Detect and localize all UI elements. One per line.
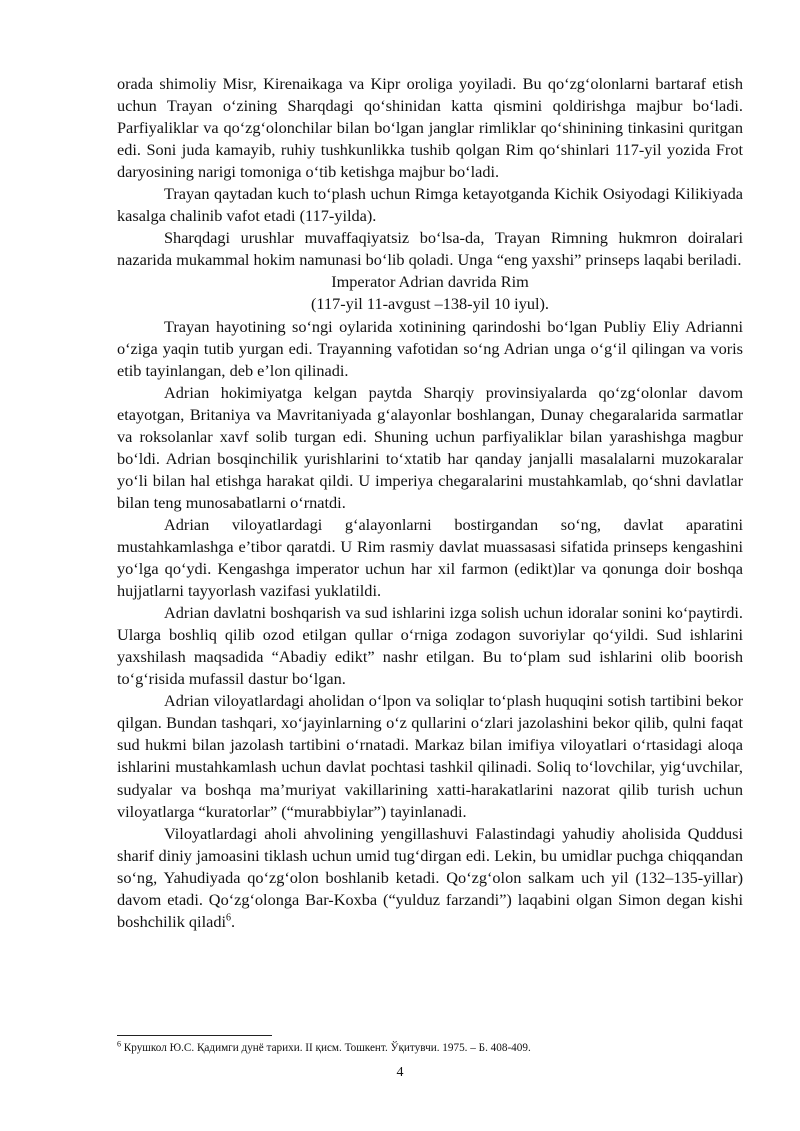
section-heading-dates: (117-yil 11-avgust –138-yil 10 iyul). [310, 294, 549, 314]
paragraph: Adrian hokimiyatga kelgan paytda Sharqiy provinsiyalarda qo‘zg‘olonlar davom etayotgan, Britaniya va Mavritaniyada g‘alayonlar boshlangan, Dunay chegaralarida sarmatlar va roksolanlar xavf solib turgan edi. Shuning uchun parfiyaliklar bilan yarashishga magbur bo‘ldi. Adrian bosqinchilik yurishlarini to‘xtatib har qanday janjalli masalalarni muzokaralar yo‘li bilan hal etishga harakat qildi. U imperiya chegaralarini mustahkamlab, qo‘shni davlatlar bilan teng munosabatlarni o‘rnatdi. [117, 382, 743, 512]
footnote-separator [117, 1035, 272, 1036]
paragraph-last: Viloyatlardagi aholi ahvolining yengillashuvi Falastindagi yahudiy aholisida Quddusi sharif diniy jamoasini tiklash uchun umid tug‘dirgan edi. Lekin, bu umidlar puchga chiqqandan so‘ng, Yahudiyada qo‘zg‘olon boshlanib ketadi. Qo‘zg‘olon salkam uch yil (132–135-yillar) davom etadi. Qo‘zg‘olonga Bar-Koxba (“yulduz farzandi”) laqabini olgan Simon degan kishi boshchilik qiladi$^6$. [117, 823, 743, 931]
body-text [117, 73, 743, 933]
paragraph: Trayan hayotining so‘ngi oylarida xotinining qarindoshi bo‘lgan Publiy Eliy Adrianni o‘ziga yaqin tutib yurgan edi. Trayanning vafotidan so‘ng Adrian unga o‘g‘il qilingan va voris etib tayinlangan, deb e’lon qilinadi. [117, 316, 743, 380]
section-heading-title: Imperator Adrian davrida Rim [331, 272, 529, 292]
footnote-reference[interactable]: 6 [225, 912, 231, 924]
paragraph: Adrian viloyatlardagi g‘alayonlarni bostirgandan so‘ng, davlat aparatini mustahkamlashga e’tibor qaratdi. U Rim rasmiy davlat muassasasi sifatida prinseps kengashini yo‘lga qo‘ydi. Kengashga imperator uchun har xil farmon (edikt)lar va qonunga doir boshqa hujjatlarni tayyorlash vazifasi yuklatildi. [117, 514, 743, 601]
paragraph-continuation: orada shimoliy Misr, Kirenaikaga va Kipr oroliga yoyiladi. Bu qo‘zg‘olonlarni bartaraf etish uchun Trayan o‘zining Sharqdagi qo‘shinidan katta qismini qoldirishga majbur bo‘ladi. Parfiyaliklar va qo‘zg‘olonchilar bilan bo‘lgan janglar rimliklar qo‘shinining tinkasini quritgan edi. Soni juda kamayib, ruhiy tushkunlikka tushib qolgan Rim qo‘shinlari 117-yil yozida Frot daryosining narigi tomoniga o‘tib ketishga majbur bo‘ladi. [117, 74, 743, 182]
footnote-marker: 6 [117, 1039, 121, 1049]
paragraph: Adrian davlatni boshqarish va sud ishlarini izga solish uchun idoralar sonini ko‘paytirdi. Ularga boshliq qilib ozod etilgan qullar o‘rniga zodagon suvoriylar qo‘yildi. Sud ishlarini yaxshilash maqsadida “Abadiy edikt” nashr etilgan. Bu to‘plam sud ishlarini olib boorish to‘g‘risida mufassil dastur bo‘lgan. [117, 603, 743, 689]
footnote-text: Крушкол Ю.С. Қадимги дунё тарихи. II қисм. Тошкент. Ўқитувчи. 1975. – Б. 408-409. [121, 1042, 531, 1054]
page-number: 4 [396, 1065, 404, 1080]
paragraph: Adrian viloyatlardagi aholidan o‘lpon va soliqlar to‘plash huquqini sotish tartibini bekor qilgan. Bundan tashqari, xo‘jayinlarning o‘z qullarini o‘zlari jazolashini bekor qilib, qulni faqat sud hukmi bilan jazolash tartibini o‘rnatadi. Markaz bilan imifiya viloyatlari o‘rtasidagi aloqa ishlarini mustahkamlash uchun davlat pochtasi tashkil qilinadi. Soliq to‘lovchilar, yig‘uvchilar, sudyalar va boshqa ma’muriyat vakillarining xatti-harakatlarini nazorat qilib turish uchun viloyatlarga “kuratorlar” (“murabbiylar”) tayinlanadi. [117, 691, 743, 821]
footnote [117, 1041, 743, 1055]
paragraph: Trayan qaytadan kuch to‘plash uchun Rimga ketayotganda Kichik Osiyodagi Kilikiyada kasalga chalinib vafot etadi (117-yilda). [117, 184, 743, 226]
paragraph-last-text: Viloyatlardagi aholi ahvolining yengillashuvi Falastindagi yahudiy aholisida Quddusi sharif diniy jamoasini tiklash uchun umid tug‘dirgan edi. Lekin, bu umidlar puchga chiqqandan so‘ng, Yahudiyada qo‘zg‘olon boshlanib ketadi. Qo‘zg‘olon salkam uch yil (132–135-yillar) davom etadi. Qo‘zg‘olonga Bar-Koxba (“yulduz farzandi”) laqabini olgan Simon degan kishi boshchilik qiladi [117, 823, 743, 931]
paragraph: Sharqdagi urushlar muvaffaqiyatsiz bo‘lsa-da, Trayan Rimning hukmron doiralari nazarida mukammal hokim namunasi bo‘lib qoladi. Unga “eng yaxshi” prinseps laqabi beriladi. [117, 228, 743, 270]
